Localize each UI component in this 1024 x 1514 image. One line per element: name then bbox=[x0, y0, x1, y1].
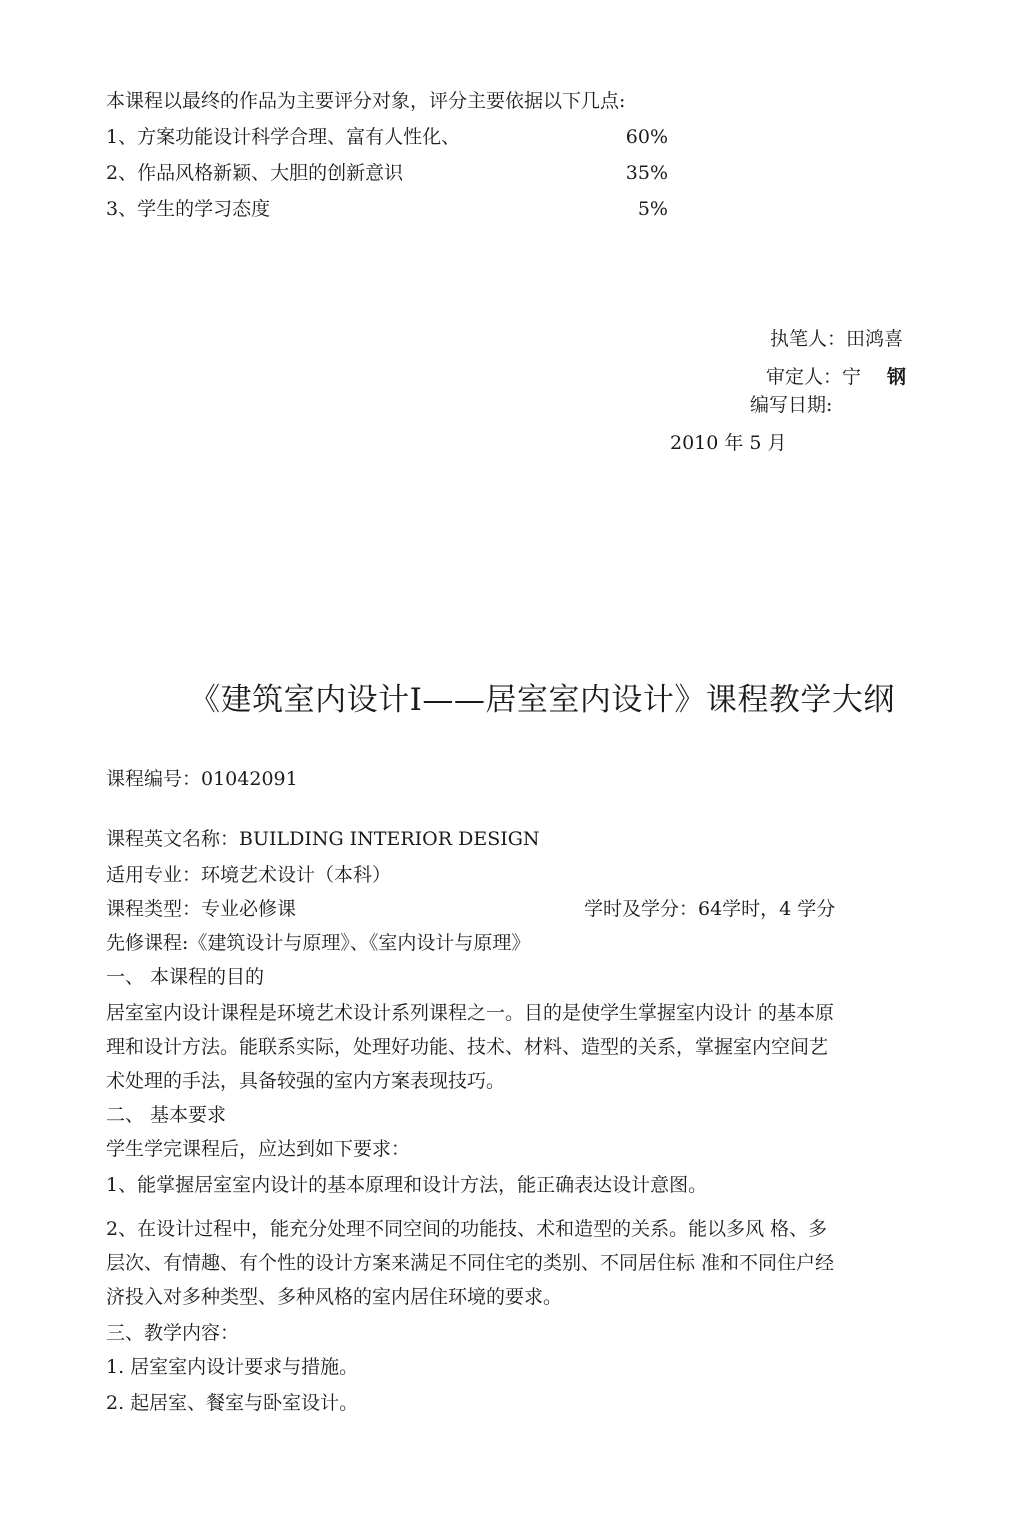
section2-item-1: 1、能掌握居室室内设计的基本原理和设计方法，能正确表达设计意图。 bbox=[106, 1174, 708, 1196]
section1-line: 术处理的手法，具备较强的室内方案表现技巧。 bbox=[106, 1070, 506, 1092]
section3-heading: 三、教学内容： bbox=[106, 1322, 240, 1344]
grading-item-2-label: 2、作品风格新颖、大胆的创新意识 bbox=[106, 162, 404, 184]
section3-item: 2. 起居室、餐室与卧室设计。 bbox=[106, 1392, 359, 1414]
reviewer-name-tail: 钢 bbox=[887, 366, 907, 388]
author-line: 执笔人：田鸿喜 bbox=[770, 328, 904, 350]
course-english-name: 课程英文名称：BUILDING INTERIOR DESIGN bbox=[106, 828, 540, 850]
course-code: 课程编号：01042091 bbox=[106, 768, 298, 790]
section3-item: 1. 居室室内设计要求与措施。 bbox=[106, 1356, 359, 1378]
section2-item-2-line: 层次、有情趣、有个性的设计方案来满足不同住宅的类别、不同居住标 准和不同住户经 bbox=[106, 1252, 835, 1274]
course-hours-credits: 学时及学分：64学时，4 学分 bbox=[584, 898, 836, 920]
grading-intro: 本课程以最终的作品为主要评分对象，评分主要依据以下几点: bbox=[106, 90, 626, 112]
section2-item-2-line: 济投入对多种类型、多种风格的室内居住环境的要求。 bbox=[106, 1286, 563, 1308]
grading-item-1-label: 1、方案功能设计科学合理、富有人性化、 bbox=[106, 126, 461, 148]
grading-item-2-percent: 35% bbox=[625, 162, 668, 184]
page-title: 《建筑室内设计Ⅰ——居室室内设计》课程教学大纲 bbox=[189, 682, 895, 718]
course-type: 课程类型：专业必修课 bbox=[106, 898, 297, 920]
course-prerequisites: 先修课程:《建筑设计与原理》、《室内设计与原理》 bbox=[106, 932, 531, 954]
reviewer-label: 审定人：宁 bbox=[766, 366, 862, 388]
date-value: 2010 年 5 月 bbox=[670, 432, 787, 454]
section1-line: 理和设计方法。能联系实际，处理好功能、技术、材料、造型的关系，掌握室内空间艺 bbox=[106, 1036, 829, 1058]
section2-heading: 二、 基本要求 bbox=[106, 1104, 227, 1126]
section2-item-2-line: 2、在设计过程中，能充分处理不同空间的功能技、术和造型的关系。能以多风 格、多 bbox=[106, 1218, 828, 1240]
section2-intro: 学生学完课程后，应达到如下要求： bbox=[106, 1138, 411, 1160]
grading-item-3-percent: 5% bbox=[637, 198, 668, 220]
grading-item-1-percent: 60% bbox=[625, 126, 668, 148]
section1-heading: 一、 本课程的目的 bbox=[106, 966, 265, 988]
date-label: 编写日期: bbox=[750, 394, 833, 416]
course-major: 适用专业：环境艺术设计（本科） bbox=[106, 864, 392, 886]
grading-item-3-label: 3、学生的学习态度 bbox=[106, 198, 271, 220]
reviewer-line bbox=[766, 366, 906, 388]
section1-line: 居室室内设计课程是环境艺术设计系列课程之一。目的是使学生掌握室内设计 的基本原 bbox=[106, 1002, 835, 1024]
